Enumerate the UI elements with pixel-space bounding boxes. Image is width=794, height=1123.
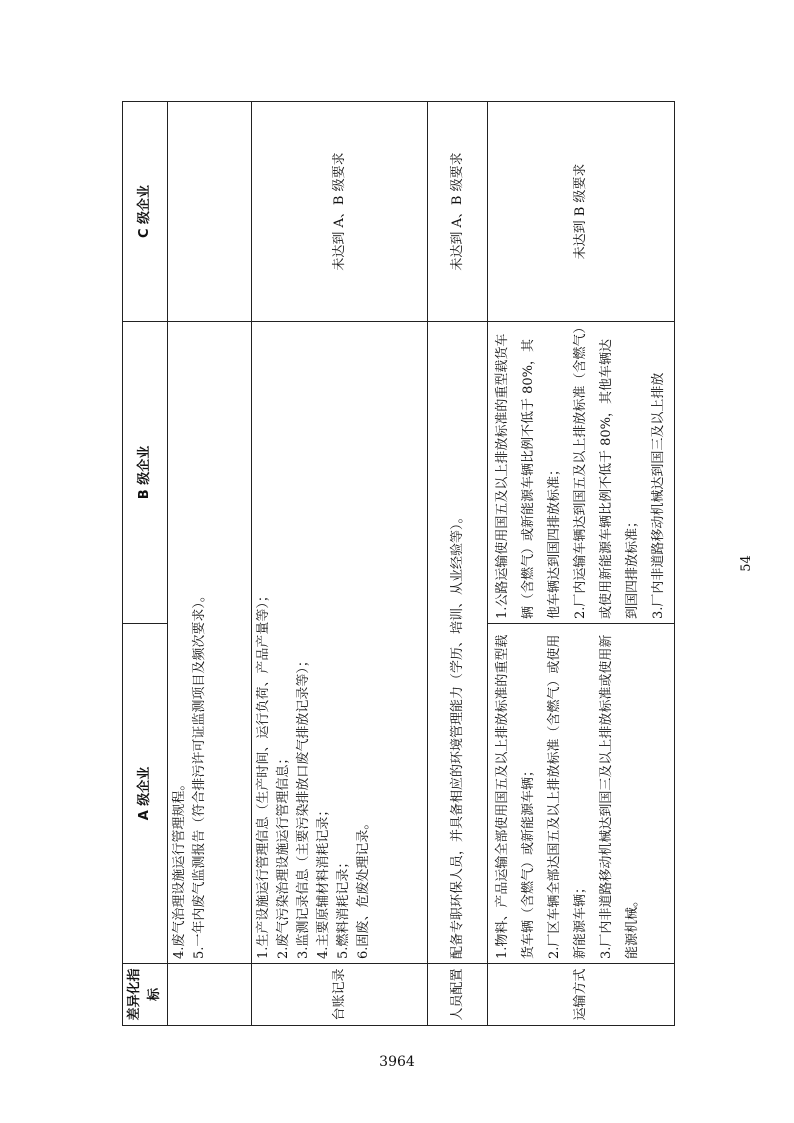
waste-gas-c-cell <box>168 102 252 322</box>
header-level-a: A 级企业 <box>123 624 168 964</box>
text-line: 2.厂区车辆全部达国五及以上排放标准（含燃气）或使用新能源车辆； <box>547 634 588 959</box>
table-row-staff <box>428 102 488 1026</box>
text-line: 4.主要原辅材料消耗记录； <box>316 803 331 959</box>
category-transport: 运输方式 <box>488 964 675 1026</box>
differentiation-index-table <box>122 101 675 1026</box>
staff-a-cell: 配备专职环保人员，并具备相应的环境管理能力（学历、培训、从业经验等）。 <box>428 322 488 964</box>
footer-number: 3964 <box>379 1054 415 1070</box>
text-line: 2.厂内运输车辆达到国五及以上排放标准（含燃气）或使用新能源车辆比例不低于 80%，其他车辆达到国四排放标准； <box>573 327 640 619</box>
text-line: 3.监测记录信息（主要污染排放口废气排放记录等）； <box>296 654 311 959</box>
transport-c-cell: 未达到 B 级要求 <box>488 102 675 322</box>
text-line: 5.一年内废气监测报告（符合排污许可证监测项目及频次要求）。 <box>192 589 207 959</box>
ledger-c-cell: 未达到 A、B 级要求 <box>252 102 428 322</box>
header-level-c: C 级企业 <box>123 102 168 322</box>
transport-b-cell <box>488 322 675 624</box>
ledger-a-cell <box>252 322 428 964</box>
transport-a-cell <box>488 624 675 964</box>
rotated-table-container <box>122 102 666 1026</box>
table-row-transport <box>488 102 675 1026</box>
table-row-waste-gas <box>168 102 252 1026</box>
category-ledger: 台账记录 <box>252 964 428 1026</box>
text-line: 5.燃料消耗记录； <box>336 855 351 959</box>
staff-c-cell: 未达到 A、B 级要求 <box>428 102 488 322</box>
text-line: 4.废气治理设施运行管理规程。 <box>172 777 187 959</box>
text-line: 1.公路运输使用国五及以上排放标准的重型载货车辆（含燃气）或新能源车辆比例不低于 80%，其他车辆达到国四排放标准； <box>495 333 562 619</box>
category-cell-empty <box>168 964 252 1026</box>
text-line: 6.固废、危废处理记录。 <box>356 816 371 959</box>
text-line: 1.物料、产品运输全部使用国五及以上排放标准的重型载货车辆（含燃气）或新能源车辆； <box>495 634 536 959</box>
header-level-b: B 级企业 <box>123 322 168 624</box>
text-line: 3.厂内非道路移动机械达到国三及以上排放 <box>651 372 666 619</box>
waste-gas-a-cell <box>168 322 252 964</box>
page-number: 54 <box>738 555 754 572</box>
table-row-ledger <box>252 102 428 1026</box>
text-line: 2.废气污染治理设施运行管理信息； <box>276 751 291 959</box>
text-line: 3.厂内非道路移动机械达到国三及以上排放标准或使用新能源机械。 <box>599 634 640 959</box>
category-staff: 人员配置 <box>428 964 488 1026</box>
header-indicator: 差异化指标 <box>123 964 168 1026</box>
text-line: 1.生产设施运行管理信息（生产时间、运行负荷、产品产量等）； <box>256 589 271 959</box>
